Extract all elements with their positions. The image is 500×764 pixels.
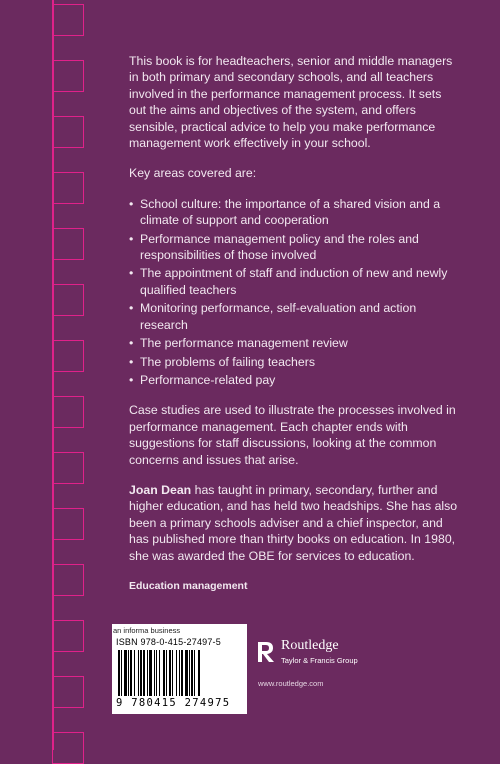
spine-box: [52, 732, 84, 764]
barcode-bar: [140, 650, 142, 696]
publisher-url[interactable]: www.routledge.com: [258, 679, 324, 688]
barcode-bar: [169, 650, 171, 696]
spine-box: [52, 116, 84, 148]
spine-box: [52, 620, 84, 652]
barcode-bar: [198, 650, 200, 696]
barcode-number: 9 780415 274975: [116, 697, 231, 709]
spine-box: [52, 676, 84, 708]
barcode-bar: [118, 650, 120, 696]
key-areas-heading: Key areas covered are:: [129, 166, 257, 181]
barcode-bar: [185, 650, 188, 696]
barcode-bar: [121, 650, 122, 696]
barcode-bar: [124, 650, 127, 696]
barcode-bar: [154, 650, 155, 696]
case-studies: Case studies are used to illustrate the processes involved in performance management. Each chapter ends with suggestions for staff discussions, looking at the common concerns and issues that arise.: [129, 403, 456, 467]
barcode-bar: [189, 650, 190, 696]
list-item: • Performance management policy and the roles and responsibilities of those involved: [129, 231, 459, 264]
barcode-bar: [147, 650, 148, 696]
barcode-bar: [156, 650, 157, 696]
list-item: • Performance-related pay: [129, 372, 459, 388]
routledge-logo-icon: [256, 640, 276, 664]
spine-box: [52, 60, 84, 92]
key-areas-list: [129, 196, 459, 388]
barcode-bar: [181, 650, 183, 696]
barcode-bar: [163, 650, 165, 696]
category: Education management: [129, 579, 248, 592]
spine-box: [52, 172, 84, 204]
publisher-subtitle: Taylor & Francis Group: [281, 656, 358, 665]
decorative-spine: [52, 0, 86, 750]
barcode-bar: [179, 650, 180, 696]
barcode-bar: [194, 650, 195, 696]
description: This book is for headteachers, senior and middle managers in both primary and secondary schools, and all teachers involved in the performance management process. It sets out the aims and objectives of the system, and offers sensible, practical advice to help you make performance management work effectively in your school.: [129, 54, 453, 151]
barcode-bar: [166, 650, 167, 696]
list-item: • The performance management review: [129, 335, 459, 351]
barcode-bar: [143, 650, 145, 696]
spine-box: [52, 284, 84, 316]
barcode-bar: [159, 650, 160, 696]
barcode-bar: [176, 650, 177, 696]
author-bio: [129, 482, 459, 564]
list-item: • School culture: the importance of a shared vision and a climate of support and cooperation: [129, 196, 459, 229]
list-item: • The appointment of staff and induction of new and newly qualified teachers: [129, 265, 459, 298]
author-name: Joan Dean: [129, 482, 192, 497]
publisher-name: Routledge: [281, 638, 339, 653]
isbn: ISBN 978-0-415-27497-5: [116, 637, 221, 647]
spine-box: [52, 228, 84, 260]
list-item: • The problems of failing teachers: [129, 354, 459, 370]
barcode-bar: [134, 650, 135, 696]
author-bio-text: has taught in primary, secondary, further and higher education, and has held two headships. She has also been a primary schools adviser and a chief inspector, and has published more than thirty books on education. In 1980, she was awarded the OBE for services to education.: [129, 482, 458, 563]
spine-box: [52, 340, 84, 372]
spine-box: [52, 508, 84, 540]
spine-box: [52, 564, 84, 596]
barcode-bar: [149, 650, 152, 696]
barcode-bar: [191, 650, 193, 696]
spine-box: [52, 452, 84, 484]
back-cover-text: [129, 53, 459, 594]
spine-box: [52, 4, 84, 36]
informa-label: an informa business: [113, 626, 181, 635]
list-item: • Monitoring performance, self-evaluation and action research: [129, 300, 459, 333]
barcode-bar: [138, 650, 139, 696]
barcode-bar: [172, 650, 173, 696]
barcode-bar: [128, 650, 129, 696]
spine-box: [52, 396, 84, 428]
barcode-bar: [130, 650, 132, 696]
barcode-icon: [116, 650, 242, 696]
